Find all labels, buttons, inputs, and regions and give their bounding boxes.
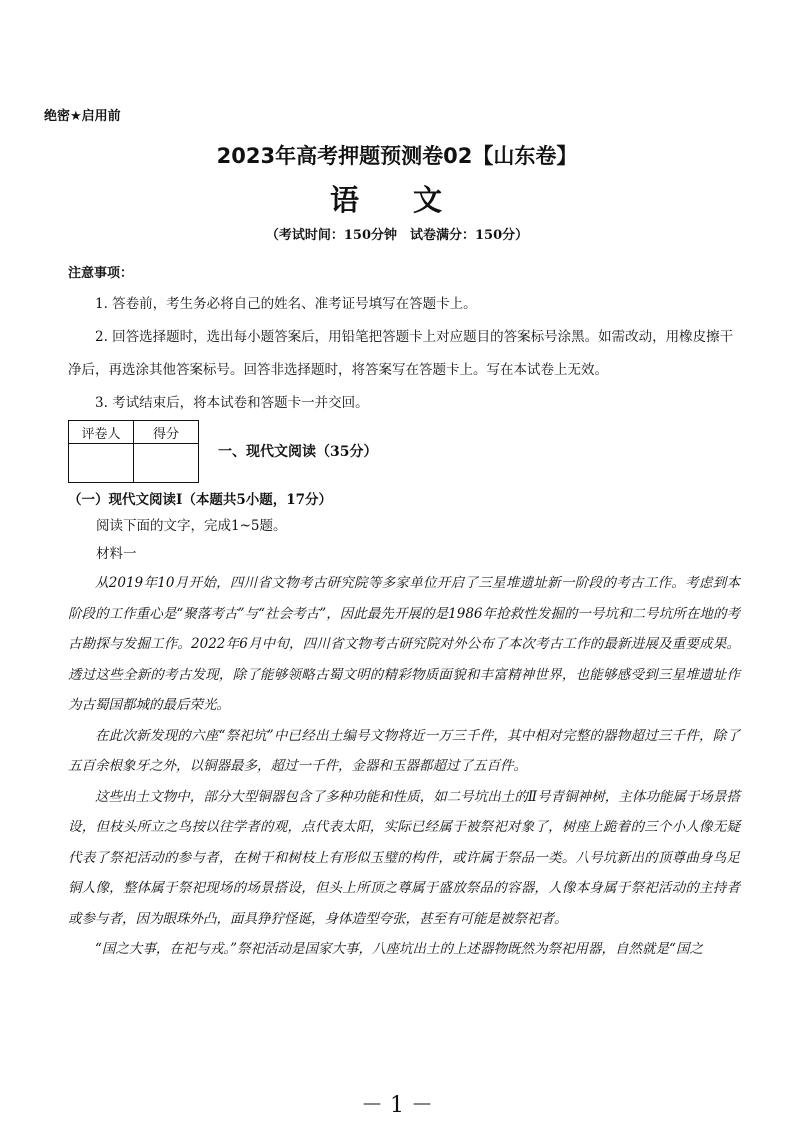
score-header: 得分 [134,421,199,444]
passage-paragraph: 这些出土文物中，部分大型铜器包含了多种功能和性质，如二号坑出土的Ⅱ号青铜神树，主体功能属于场景搭设，但枝头所立之鸟按以往学者的观，点代表太阳，实际已经属于被祭祀对象了，树座上跪着的三个小人像无疑代表了祭祀活动的参与者，在树干和树枝上有形似玉璧的构件，或许属于祭品一类。八号坑新出的顶尊曲身鸟足铜人像，整体属于祭祀现场的场景搭设，但头上所顶之尊属于盛放祭品的容器，人像本身属于祭祀活动的主持者或参与者，因为眼珠外凸，面具狰狞怪诞，身体造型夸张，甚至有可能是被祭祀者。 [68,788,740,927]
sub-section-heading: （一）现代文阅读Ⅰ（本题共5小题，17分） [68,492,332,508]
grader-header: 评卷人 [69,421,134,444]
exam-title: 2023年高考押题预测卷02【山东卷】 [216,144,578,168]
score-table [68,420,199,483]
passage-paragraph: “国之大事，在祀与戎。”祭祀活动是国家大事，八座坑出土的上述器物既然为祭祀用器，自然就是“国之 [95,941,703,957]
notice-list [68,288,740,420]
reading-passage [68,568,740,965]
passage-paragraph: 在此次新发现的六座“祭祀坑”中已经出土编号文物将近一万三千件，其中相对完整的器物超过三千件，除了五百余根象牙之外，以铜器最多，超过一千件，金器和玉器都超过了五百件。 [68,727,740,774]
passage-paragraph: 从2019年10月开始，四川省文物考古研究院等多家单位开启了三星堆遗址新一阶段的考古工作。考虑到本阶段的工作重心是“聚落考古”与“社会考古”，因此最先开展的是1986年抢救性发掘的一号坑和二号坑所在地的考古勘探与发掘工作。2022年6月中旬，四川省文物考古研究院对外公布了本次考古工作的最新进展及重要成果。透过这些全新的考古发现，除了能够领略古蜀文明的精彩物质面貌和丰富精神世界，也能够感受到三星堆遗址作为古蜀国都城的最后荣光。 [68,575,740,713]
notice-item: 3. 考试结束后，将本试卷和答题卡一并交回。 [95,395,369,411]
notice-item: 1. 答卷前，考生务必将自己的姓名、准考证号填写在答题卡上。 [95,296,477,312]
notice-item: 2. 回答选择题时，选出每小题答案后，用铅笔把答题卡上对应题目的答案标号涂黑。如需改动，用橡皮擦干净后，再选涂其他答案标号。回答非选择题时，将答案写在答题卡上。写在本试卷上无效。 [68,329,734,378]
grader-cell [69,444,134,483]
subject-title: 语 文 [329,183,465,217]
notice-title: 注意事项： [68,266,134,281]
score-cell [134,444,199,483]
reading-instruction: 阅读下面的文字，完成1~5题。 [96,518,287,534]
section-heading: 一、现代文阅读（35分） [218,444,378,460]
material-label: 材料一 [96,546,137,562]
exam-time-info: （考试时间：150分钟 试卷满分：150分） [265,228,529,243]
page-number: － 1 － [361,1093,433,1118]
confidential-label: 绝密★启用前 [44,109,121,124]
